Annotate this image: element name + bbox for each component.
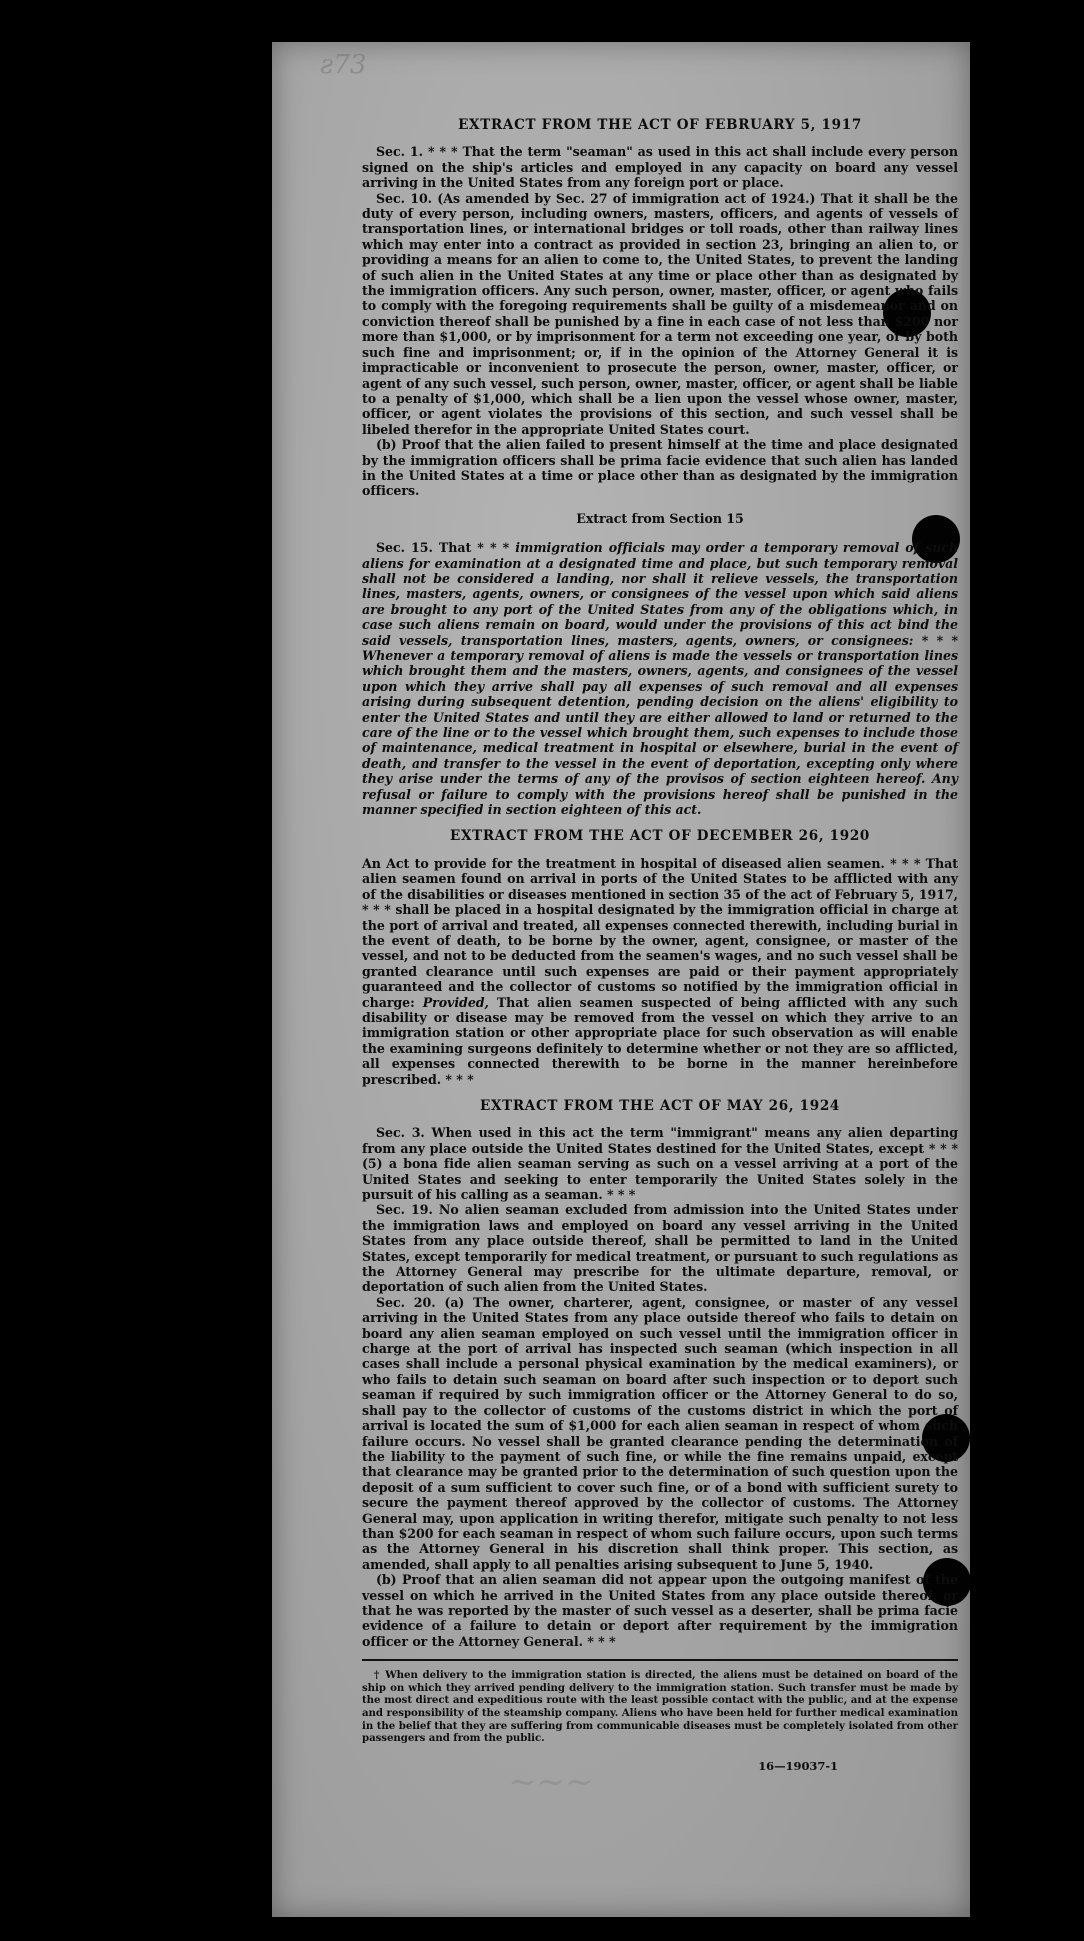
document-body — [362, 118, 958, 1774]
sec-15-paragraph — [362, 540, 958, 817]
sec-20-a-paragraph: Sec. 20. (a) The owner, charterer, agent, consignee, or master of any vessel arriving in the United States from any place outside thereof who fails to detain on board any alien seaman employed on such vessel until the immigration officer in charge at the port of arrival has inspected such seaman (which inspection in all cases shall include a personal physical examination by the medical examiners), or who fails to detain such seaman on board after such inspection or to deport such seaman if required by such immigration officer or the Attorney General to do so, shall pay to the collector of customs of the customs district in which the port of arrival is located the sum of $1,000 for each alien seaman in respect of whom such failure occurs. No vessel shall be granted clearance pending the determination of the liability to the payment of such fine, or while the fine remains unpaid, except that clearance may be granted prior to the determination of such question upon the deposit of a sum sufficient to cover such fine, or of a bond with sufficient surety to secure the payment thereof approved by the collector of customs. The Attorney General may, upon application in writing therefor, mitigate such penalty to not less than $200 for each seaman in respect of whom such failure occurs, upon such terms as the Attorney General in his discretion shall think proper. This section, as amended, shall apply to all penalties arising subsequent to June 5, 1940. — [362, 1294, 958, 1572]
footnote: † When delivery to the immigration station is directed, the aliens must be detained on board of the ship on which they arrived pending delivery to the immigration station. Such transfer must be made by the most direct and expeditious route with the least possible contact with the public, and at the expense and responsibility of the steamship company. Aliens who have been held for further medical examination in the belief that they are suffering from communicable diseases must be completely isolated from other passengers and from the public. — [362, 1669, 958, 1745]
act-1920-heading: EXTRACT FROM THE ACT OF DECEMBER 26, 1920 — [449, 828, 871, 845]
sec-10-b-paragraph: (b) Proof that the alien failed to present himself at the time and place designated by the immigration officers shall be prima facie evidence that such alien has landed in the United States at a time or place other than as designated by the immigration officers. — [362, 437, 958, 499]
act-1920-text-after: That alien seamen suspected of being afflicted with any such disability or disease may be removed from the vessel on which they arrive to an immigration station or other appropriate place for such observation as will enable the examining surgeons definitely to determine whether or not they are so afflicted, all expenses connected therewith to be borne in the manner hereinbefore prescribed. * * * — [362, 994, 958, 1087]
act-1920-text-before: An Act to provide for the treatment in hospital of diseased alien seamen. * * * That alien seamen found on arrival in ports of the United States to be afflicted with any of the disabilities or diseases mentioned in section 35 of the act of February 5, 1917, * * * shall be placed in a hospital designated by the immigration official in charge at the port of arrival and treated, all expenses connected therewith, including burial in the event of death, to be borne by the owner, agent, consignee, or master of the vessel, and not to be deducted from the seamen's wages, and no such vessel shall be granted clearance until such expenses are paid or their payment appropriately guaranteed and the collector of customs so notified by the immigration official in charge: — [362, 855, 958, 1010]
sec-1-paragraph: Sec. 1. * * * That the term "seaman" as used in this act shall include every person signed on the ship's articles and employed in any capacity on board any vessel arriving in the United States from any foreign port or place. — [362, 144, 958, 191]
handwritten-annotation-bottom: ~~~ — [508, 1762, 594, 1802]
sec-20-b-paragraph: (b) Proof that an alien seaman did not appear upon the outgoing manifest of the vessel on which he arrived in the United States from any place outside thereof, or that he was reported by the master of such vessel as a deserter, shall be prima facie evidence of a failure to detain or deport after requirement by the immigration officer or the Attorney General. * * * — [362, 1572, 958, 1649]
act-1924-heading: EXTRACT FROM THE ACT OF MAY 26, 1924 — [479, 1097, 841, 1114]
footnote-divider — [362, 1659, 958, 1661]
act-1917-heading: EXTRACT FROM THE ACT OF FEBRUARY 5, 1917 — [458, 117, 862, 133]
sec-19-paragraph: Sec. 19. No alien seaman excluded from admission into the United States under the immigration laws and employed on board any vessel arriving in the United States from any place outside thereof, shall be permitted to land in the United States, except temporarily for medical treatment, or pursuant to such regulations as the Attorney General may prescribe for the ultimate departure, removal, or deportation of such alien from the United States. — [362, 1202, 958, 1295]
document-page — [272, 42, 970, 1917]
sec-3-paragraph: Sec. 3. When used in this act the term "immigrant" means any alien departing from any place outside the United States destined for the United States, except * * * (5) a bona fide alien seaman serving as such on a vessel arriving at a port of the United States and seeking to enter temporarily the United States solely in the pursuit of his calling as a seaman. * * * — [362, 1125, 958, 1202]
sec-10-paragraph: Sec. 10. (As amended by Sec. 27 of immigration act of 1924.) That it shall be the duty of every person, including owners, masters, officers, and agents of vessels of transportation lines, or international bridges or toll roads, other than railway lines which may enter into a contract as provided in section 23, bringing an alien to, or providing a means for an alien to come to, the United States, to prevent the landing of such alien in the United States at any time or place other than as designated by the immigration officers. Any such person, owner, master, officer, or agent who fails to comply with the foregoing requirements shall be guilty of a misdemeanor and on conviction thereof shall be punished by a fine in each case of not less than $200 nor more than $1,000, or by imprisonment for a term not exceeding one year, or by both such fine and imprisonment; or, if in the opinion of the Attorney General it is impracticable or inconvenient to prosecute the person, owner, master, officer, or agent of any such vessel, such person, owner, master, officer, or agent shall be liable to a penalty of $1,000, which shall be a lien upon the vessel whose owner, master, officer, or agent violates the provisions of this section, and such vessel shall be libeled therefor in the appropriate United States court. — [362, 190, 958, 437]
form-number: 16—19037-1 — [758, 1758, 838, 1773]
act-1920-proviso: Provided, — [422, 994, 489, 1010]
handwritten-annotation-top: ƨ73 — [320, 50, 367, 80]
sec-15-lead: Sec. 15. That * * * — [376, 540, 510, 556]
act-1920-paragraph — [362, 856, 958, 1087]
sec-15-text: immigration officials may order a temporary removal of such aliens for examination at a designated time and place, but such temporary removal shall not be considered a landing, nor shall it relieve vessels, the transportation lines, masters, agents, owners, or consignees of the vessel upon which said aliens are brought to any port of the United States from any of the obligations which, in case such aliens remain on board, would under the provisions of this act bind the said vessels, transportation lines, masters, agents, owners, or consignees: * * * Whenever a temporary removal of aliens is made the vessels or transportation lines which brought them and the masters, owners, agents, and consignees of the vessel upon which they arrive shall pay all expenses of such removal and all expenses arising during subsequent detention, pending decision on the aliens' eligibility to enter the United States and until they are either allowed to land or returned to the care of the line or to the vessel which brought them, such expenses to include those of maintenance, medical treatment in hospital or elsewhere, burial in the event of death, and transfer to the vessel in the event of deportation, excepting only where they arise under the terms of any of the provisos of section eighteen hereof. Any refusal or failure to comply with the provisions hereof shall be punished in the manner specified in section eighteen of this act. — [362, 540, 958, 818]
section-15-heading: Extract from Section 15 — [576, 510, 744, 526]
